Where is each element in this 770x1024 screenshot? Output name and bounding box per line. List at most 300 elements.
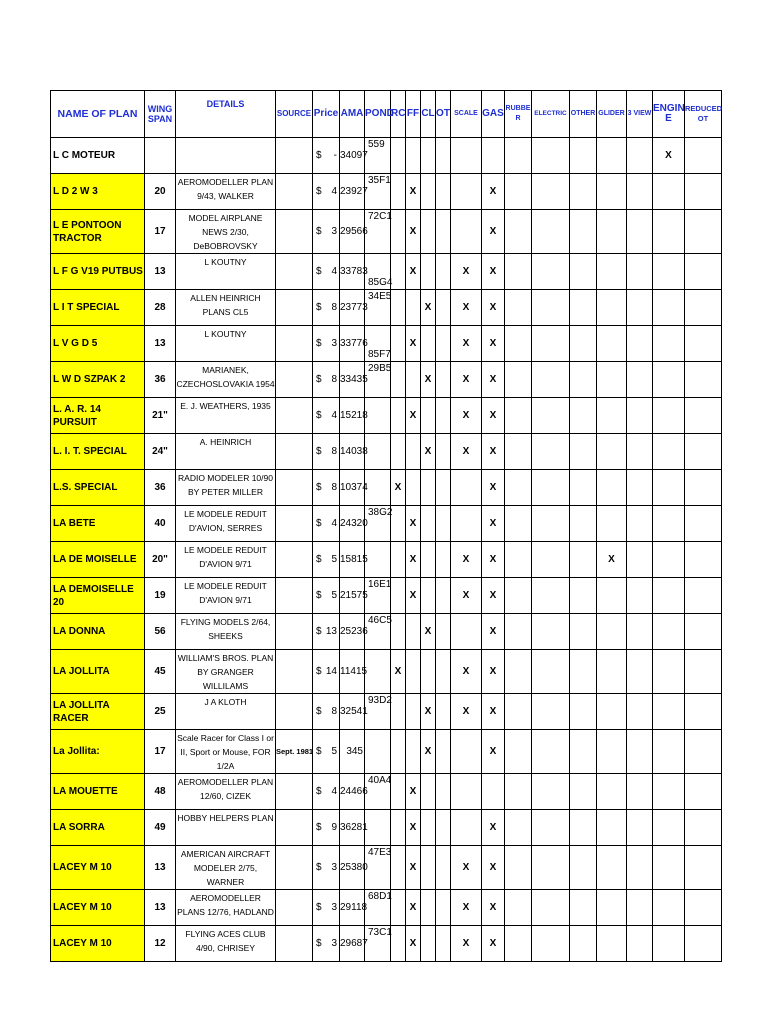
mark-cl-cell: X — [421, 362, 436, 398]
pond-value: 46C5 — [368, 615, 392, 626]
mark-glider-cell — [597, 650, 627, 694]
source-cell — [276, 470, 313, 506]
header-ot: OT — [436, 91, 451, 138]
mark-ff-cell — [406, 138, 421, 174]
price-value: 4 — [331, 186, 337, 197]
mark-gas-cell: X — [482, 650, 505, 694]
plan-name-cell: LA DE MOISELLE — [51, 542, 145, 578]
mark-cl-cell — [421, 398, 436, 434]
plan-name-cell: L C MOTEUR — [51, 138, 145, 174]
mark-rc-cell — [391, 542, 406, 578]
header-row — [51, 91, 722, 138]
pond-cell — [365, 730, 391, 774]
plan-name-cell: LA BETE — [51, 506, 145, 542]
mark-gas-cell: X — [482, 290, 505, 326]
price-cell — [313, 290, 340, 326]
mark-engine-cell — [653, 810, 685, 846]
mark-electric-cell — [532, 730, 570, 774]
mark-rubber-cell — [505, 506, 532, 542]
mark-threeview-cell — [627, 210, 653, 254]
currency-symbol: $ — [316, 626, 322, 637]
mark-scale-cell: X — [451, 542, 482, 578]
header-wing-span: WING SPAN — [145, 91, 176, 138]
mark-rubber-cell — [505, 434, 532, 470]
details-cell: J A KLOTH — [176, 694, 276, 730]
table-row — [51, 578, 722, 614]
price-cell — [313, 506, 340, 542]
price-value: 9 — [331, 822, 337, 833]
mark-gas-cell — [482, 138, 505, 174]
mark-ff-cell: X — [406, 542, 421, 578]
mark-electric-cell — [532, 398, 570, 434]
plans-table-body — [51, 138, 722, 962]
table-row — [51, 774, 722, 810]
mark-rubber-cell — [505, 578, 532, 614]
mark-gas-cell — [482, 774, 505, 810]
wing-span-cell: 19 — [145, 578, 176, 614]
source-cell — [276, 774, 313, 810]
mark-electric-cell — [532, 694, 570, 730]
mark-glider-cell — [597, 846, 627, 890]
mark-scale-cell — [451, 730, 482, 774]
mark-glider-cell — [597, 730, 627, 774]
mark-threeview-cell — [627, 290, 653, 326]
mark-other-cell — [570, 774, 597, 810]
mark-rubber-cell — [505, 890, 532, 926]
table-row — [51, 210, 722, 254]
mark-other-cell — [570, 434, 597, 470]
currency-symbol: $ — [316, 862, 322, 873]
mark-rubber-cell — [505, 846, 532, 890]
mark-electric-cell — [532, 138, 570, 174]
source-cell — [276, 326, 313, 362]
price-value: 14 — [325, 666, 337, 677]
mark-gas-cell: X — [482, 926, 505, 962]
wing-span-cell: 28 — [145, 290, 176, 326]
mark-gas-cell: X — [482, 362, 505, 398]
mark-threeview-cell — [627, 650, 653, 694]
ama-cell: 345 — [340, 730, 365, 774]
mark-cl-cell — [421, 326, 436, 362]
source-cell — [276, 362, 313, 398]
mark-scale-cell — [451, 506, 482, 542]
mark-reduced-cell — [685, 926, 722, 962]
mark-cl-cell: X — [421, 434, 436, 470]
mark-ff-cell: X — [406, 210, 421, 254]
mark-gas-cell: X — [482, 254, 505, 290]
mark-rc-cell — [391, 506, 406, 542]
header-electric: ELECTRIC — [532, 91, 570, 138]
mark-other-cell — [570, 506, 597, 542]
mark-engine-cell — [653, 210, 685, 254]
mark-scale-cell: X — [451, 290, 482, 326]
mark-rc-cell — [391, 890, 406, 926]
mark-ot-cell — [436, 926, 451, 962]
plan-name-cell: LACEY M 10 — [51, 926, 145, 962]
ama-cell: 33783 — [340, 254, 365, 290]
pond-value: 85G4 — [368, 277, 393, 288]
mark-threeview-cell — [627, 174, 653, 210]
price-cell — [313, 774, 340, 810]
mark-gas-cell: X — [482, 578, 505, 614]
pond-cell — [365, 578, 391, 614]
mark-rubber-cell — [505, 926, 532, 962]
mark-glider-cell — [597, 362, 627, 398]
mark-gas-cell: X — [482, 730, 505, 774]
mark-glider-cell — [597, 254, 627, 290]
mark-reduced-cell — [685, 730, 722, 774]
mark-ff-cell: X — [406, 926, 421, 962]
details-cell: LE MODELE REDUIT D'AVION, SERRES — [176, 506, 276, 542]
mark-electric-cell — [532, 470, 570, 506]
header-reduced-ot: REDUCED OT — [685, 91, 722, 138]
mark-ff-cell — [406, 694, 421, 730]
mark-ff-cell — [406, 290, 421, 326]
pond-cell — [365, 810, 391, 846]
currency-symbol: $ — [316, 266, 322, 277]
price-value: 4 — [331, 266, 337, 277]
mark-electric-cell — [532, 542, 570, 578]
mark-ff-cell: X — [406, 890, 421, 926]
mark-reduced-cell — [685, 810, 722, 846]
mark-cl-cell: X — [421, 694, 436, 730]
ama-cell: 36281 — [340, 810, 365, 846]
mark-electric-cell — [532, 326, 570, 362]
price-cell — [313, 210, 340, 254]
mark-ot-cell — [436, 254, 451, 290]
mark-electric-cell — [532, 506, 570, 542]
mark-rc-cell — [391, 810, 406, 846]
currency-symbol: $ — [316, 746, 322, 757]
mark-scale-cell — [451, 210, 482, 254]
currency-symbol: $ — [316, 410, 322, 421]
wing-span-cell: 24" — [145, 434, 176, 470]
mark-reduced-cell — [685, 578, 722, 614]
wing-span-cell: 56 — [145, 614, 176, 650]
plan-name-cell: L. A. R. 14 PURSUIT — [51, 398, 145, 434]
details-cell: L KOUTNY — [176, 326, 276, 362]
price-value: 8 — [331, 482, 337, 493]
mark-cl-cell — [421, 774, 436, 810]
mark-rubber-cell — [505, 290, 532, 326]
pond-cell — [365, 290, 391, 326]
mark-glider-cell — [597, 810, 627, 846]
mark-rubber-cell — [505, 398, 532, 434]
ama-cell: 25380 — [340, 846, 365, 890]
price-cell — [313, 470, 340, 506]
ama-cell: 29118 — [340, 890, 365, 926]
mark-other-cell — [570, 362, 597, 398]
plan-name-cell: L E PONTOON TRACTOR — [51, 210, 145, 254]
mark-rubber-cell — [505, 210, 532, 254]
wing-span-cell: 12 — [145, 926, 176, 962]
pond-cell — [365, 846, 391, 890]
wing-span-cell: 36 — [145, 470, 176, 506]
source-cell — [276, 138, 313, 174]
mark-reduced-cell — [685, 506, 722, 542]
mark-gas-cell: X — [482, 846, 505, 890]
pond-value: 47E3 — [368, 847, 392, 858]
mark-rc-cell: X — [391, 650, 406, 694]
pond-cell — [365, 254, 391, 290]
price-cell — [313, 362, 340, 398]
mark-other-cell — [570, 254, 597, 290]
mark-ff-cell: X — [406, 774, 421, 810]
mark-other-cell — [570, 398, 597, 434]
mark-reduced-cell — [685, 210, 722, 254]
table-row — [51, 254, 722, 290]
pond-value: 73C1 — [368, 927, 392, 938]
mark-rc-cell — [391, 362, 406, 398]
mark-glider-cell — [597, 138, 627, 174]
mark-engine-cell — [653, 774, 685, 810]
mark-reduced-cell — [685, 470, 722, 506]
mark-other-cell — [570, 890, 597, 926]
mark-other-cell — [570, 138, 597, 174]
mark-engine-cell — [653, 254, 685, 290]
mark-reduced-cell — [685, 398, 722, 434]
mark-engine-cell — [653, 730, 685, 774]
pond-cell — [365, 890, 391, 926]
wing-span-cell: 49 — [145, 810, 176, 846]
mark-reduced-cell — [685, 174, 722, 210]
details-cell: FLYING ACES CLUB 4/90, CHRISEY — [176, 926, 276, 962]
table-row — [51, 810, 722, 846]
mark-rc-cell — [391, 730, 406, 774]
price-value: 4 — [331, 518, 337, 529]
mark-rc-cell — [391, 210, 406, 254]
mark-threeview-cell — [627, 398, 653, 434]
mark-rubber-cell — [505, 694, 532, 730]
pond-value: 72C1 — [368, 211, 392, 222]
mark-ot-cell — [436, 326, 451, 362]
mark-reduced-cell — [685, 650, 722, 694]
source-cell — [276, 398, 313, 434]
pond-value: 35F1 — [368, 175, 391, 186]
header-rc: RC — [391, 91, 406, 138]
mark-gas-cell: X — [482, 470, 505, 506]
details-cell: AEROMODELLER PLAN 12/60, CIZEK — [176, 774, 276, 810]
details-cell: MARIANEK, CZECHOSLOVAKIA 1954 — [176, 362, 276, 398]
mark-threeview-cell — [627, 542, 653, 578]
mark-threeview-cell — [627, 578, 653, 614]
mark-threeview-cell — [627, 774, 653, 810]
details-cell: HOBBY HELPERS PLAN — [176, 810, 276, 846]
mark-scale-cell: X — [451, 254, 482, 290]
mark-electric-cell — [532, 774, 570, 810]
price-value: - — [333, 150, 337, 161]
mark-rc-cell — [391, 578, 406, 614]
source-cell — [276, 578, 313, 614]
mark-gas-cell: X — [482, 506, 505, 542]
price-value: 5 — [331, 590, 337, 601]
mark-ff-cell — [406, 362, 421, 398]
currency-symbol: $ — [316, 666, 322, 677]
mark-scale-cell — [451, 174, 482, 210]
pond-value: 16E1 — [368, 579, 392, 590]
mark-threeview-cell — [627, 326, 653, 362]
price-cell — [313, 650, 340, 694]
mark-rc-cell — [391, 434, 406, 470]
pond-value: 34E5 — [368, 291, 392, 302]
table-row — [51, 470, 722, 506]
source-cell — [276, 174, 313, 210]
price-cell — [313, 326, 340, 362]
mark-reduced-cell — [685, 890, 722, 926]
pond-cell — [365, 694, 391, 730]
price-cell — [313, 138, 340, 174]
mark-electric-cell — [532, 890, 570, 926]
mark-engine-cell — [653, 846, 685, 890]
currency-symbol: $ — [316, 150, 322, 161]
mark-rubber-cell — [505, 326, 532, 362]
mark-threeview-cell — [627, 730, 653, 774]
mark-cl-cell — [421, 578, 436, 614]
mark-engine-cell — [653, 174, 685, 210]
pond-cell — [365, 210, 391, 254]
mark-ot-cell — [436, 810, 451, 846]
currency-symbol: $ — [316, 822, 322, 833]
mark-threeview-cell — [627, 138, 653, 174]
wing-span-cell: 40 — [145, 506, 176, 542]
mark-ot-cell — [436, 694, 451, 730]
price-cell — [313, 926, 340, 962]
mark-scale-cell: X — [451, 434, 482, 470]
mark-rc-cell — [391, 398, 406, 434]
pond-cell — [365, 542, 391, 578]
mark-scale-cell — [451, 470, 482, 506]
source-cell — [276, 694, 313, 730]
mark-glider-cell — [597, 290, 627, 326]
mark-ot-cell — [436, 542, 451, 578]
mark-threeview-cell — [627, 362, 653, 398]
mark-reduced-cell — [685, 694, 722, 730]
mark-rc-cell — [391, 846, 406, 890]
pond-value: 40A4 — [368, 775, 392, 786]
mark-ot-cell — [436, 174, 451, 210]
mark-cl-cell — [421, 926, 436, 962]
mark-rubber-cell — [505, 650, 532, 694]
mark-rc-cell — [391, 290, 406, 326]
header-pond: POND — [365, 91, 391, 138]
details-cell: LE MODELE REDUIT D'AVION 9/71 — [176, 542, 276, 578]
source-cell — [276, 290, 313, 326]
details-cell: AEROMODELLER PLANS 12/76, HADLAND — [176, 890, 276, 926]
mark-scale-cell: X — [451, 578, 482, 614]
price-value: 8 — [331, 374, 337, 385]
details-cell: AMERICAN AIRCRAFT MODELER 2/75, WARNER — [176, 846, 276, 890]
ama-cell: 10374 — [340, 470, 365, 506]
mark-rubber-cell — [505, 362, 532, 398]
mark-engine-cell — [653, 326, 685, 362]
wing-span-cell: 20" — [145, 542, 176, 578]
header-engine: ENGIN E — [653, 91, 685, 138]
mark-engine-cell — [653, 578, 685, 614]
mark-electric-cell — [532, 210, 570, 254]
mark-cl-cell — [421, 506, 436, 542]
mark-cl-cell — [421, 846, 436, 890]
pond-cell — [365, 434, 391, 470]
mark-engine-cell — [653, 926, 685, 962]
table-row — [51, 434, 722, 470]
mark-rc-cell — [391, 694, 406, 730]
mark-gas-cell: X — [482, 174, 505, 210]
details-cell: ALLEN HEINRICH PLANS CL5 — [176, 290, 276, 326]
mark-other-cell — [570, 326, 597, 362]
price-cell — [313, 846, 340, 890]
mark-electric-cell — [532, 578, 570, 614]
mark-ot-cell — [436, 650, 451, 694]
wing-span-cell — [145, 138, 176, 174]
mark-electric-cell — [532, 434, 570, 470]
mark-ot-cell — [436, 290, 451, 326]
mark-rc-cell — [391, 138, 406, 174]
price-cell — [313, 398, 340, 434]
price-value: 3 — [331, 902, 337, 913]
mark-glider-cell — [597, 398, 627, 434]
details-cell: A. HEINRICH — [176, 434, 276, 470]
source-cell: Sept. 1981 — [276, 730, 313, 774]
plan-name-cell: LA JOLLITA RACER — [51, 694, 145, 730]
mark-ot-cell — [436, 434, 451, 470]
mark-other-cell — [570, 290, 597, 326]
mark-rubber-cell — [505, 810, 532, 846]
mark-electric-cell — [532, 650, 570, 694]
mark-scale-cell: X — [451, 926, 482, 962]
mark-engine-cell — [653, 506, 685, 542]
pond-value: 559 — [368, 139, 385, 150]
table-row — [51, 174, 722, 210]
currency-symbol: $ — [316, 482, 322, 493]
ama-cell: 32541 — [340, 694, 365, 730]
mark-gas-cell: X — [482, 614, 505, 650]
header-source: SOURCE — [276, 91, 313, 138]
mark-ff-cell — [406, 650, 421, 694]
mark-other-cell — [570, 578, 597, 614]
price-value: 8 — [331, 446, 337, 457]
price-cell — [313, 578, 340, 614]
mark-engine-cell: X — [653, 138, 685, 174]
mark-rubber-cell — [505, 138, 532, 174]
mark-cl-cell — [421, 810, 436, 846]
mark-other-cell — [570, 614, 597, 650]
table-row — [51, 290, 722, 326]
header-gas: GAS — [482, 91, 505, 138]
mark-ff-cell: X — [406, 326, 421, 362]
wing-span-cell: 48 — [145, 774, 176, 810]
mark-scale-cell: X — [451, 650, 482, 694]
mark-reduced-cell — [685, 290, 722, 326]
mark-rc-cell — [391, 174, 406, 210]
details-cell: Scale Racer for Class I or II, Sport or Mouse, FOR 1/2A — [176, 730, 276, 774]
source-cell — [276, 614, 313, 650]
header-glider: GLIDER — [597, 91, 627, 138]
source-cell — [276, 890, 313, 926]
table-row — [51, 614, 722, 650]
mark-ff-cell: X — [406, 506, 421, 542]
price-value: 5 — [331, 554, 337, 565]
mark-ff-cell — [406, 730, 421, 774]
wing-span-cell: 25 — [145, 694, 176, 730]
mark-scale-cell: X — [451, 362, 482, 398]
mark-cl-cell — [421, 470, 436, 506]
price-value: 3 — [331, 226, 337, 237]
price-value: 3 — [331, 338, 337, 349]
price-cell — [313, 730, 340, 774]
details-cell: RADIO MODELER 10/90 BY PETER MILLER — [176, 470, 276, 506]
price-cell — [313, 890, 340, 926]
pond-cell — [365, 326, 391, 362]
